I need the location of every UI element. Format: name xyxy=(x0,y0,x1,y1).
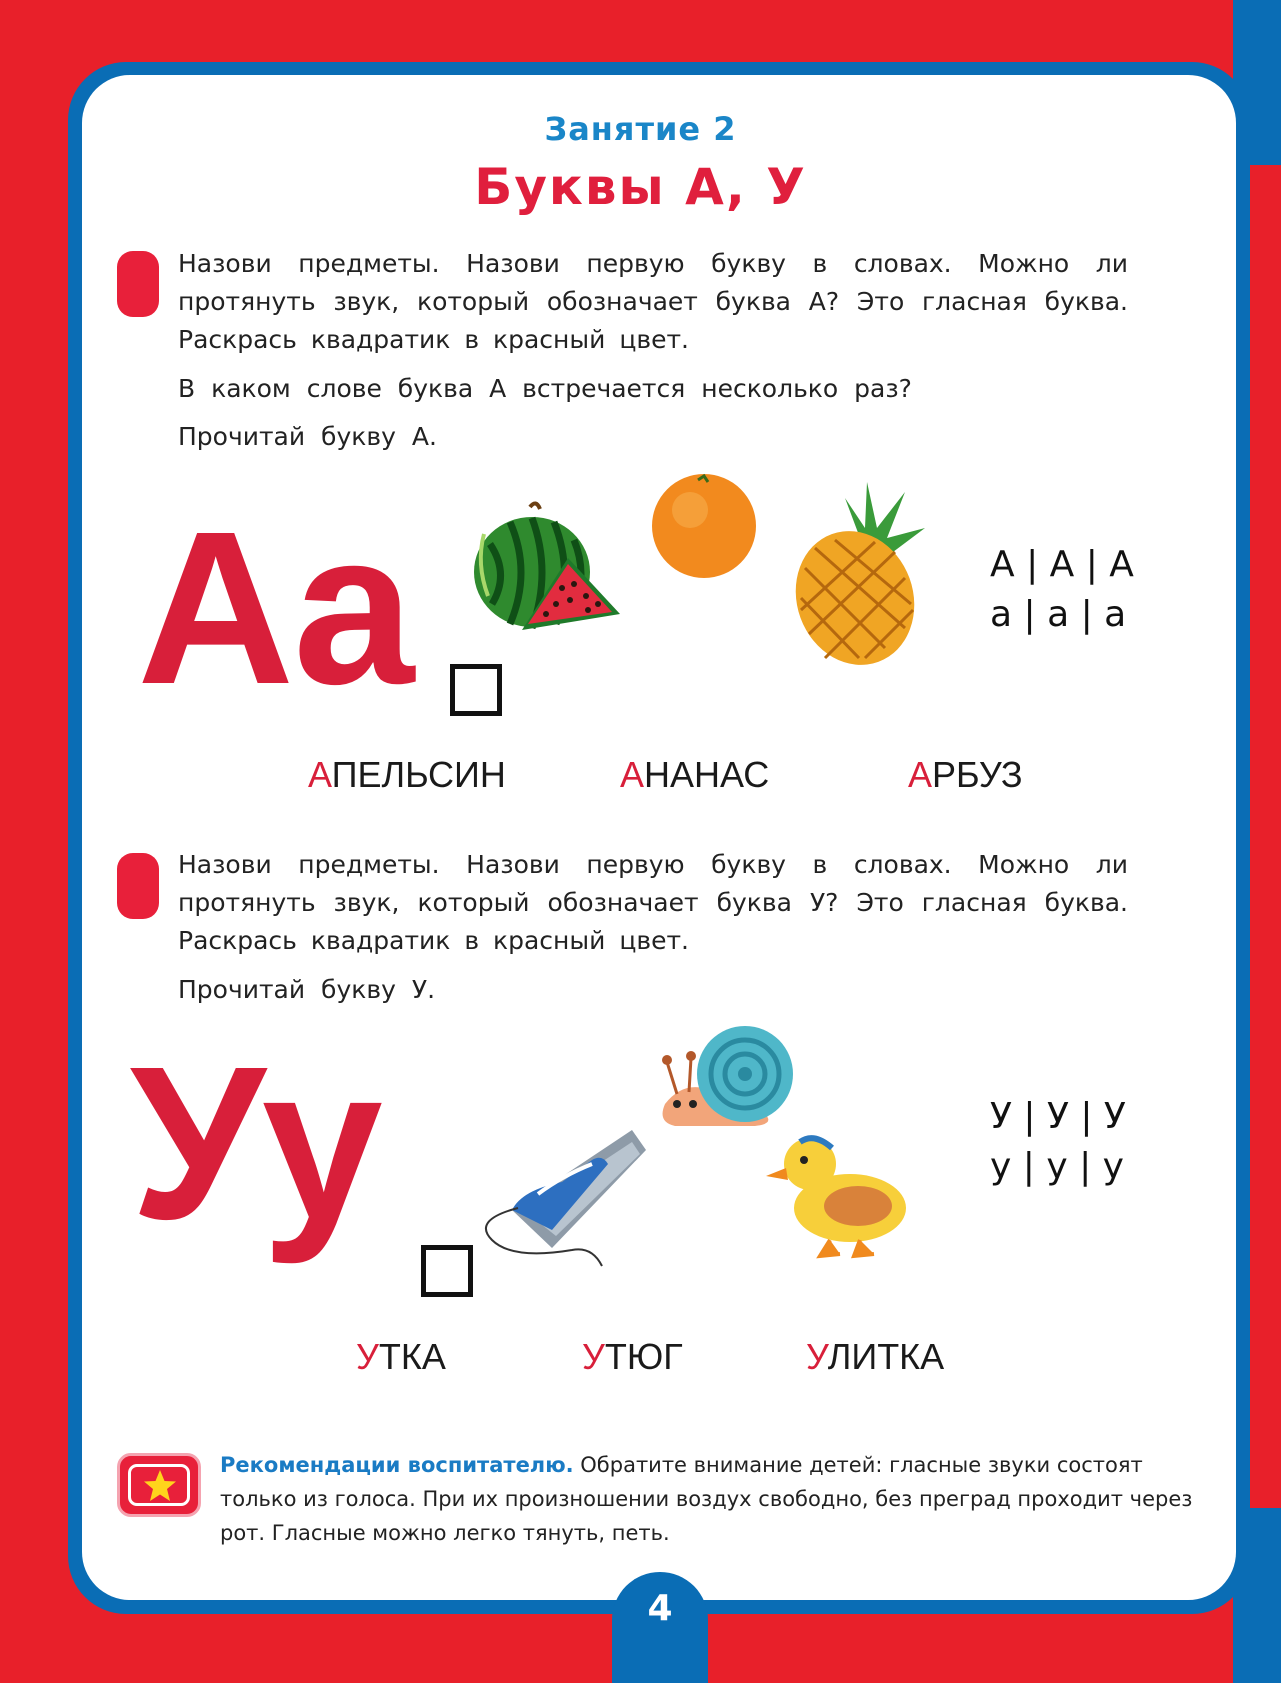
task2-instructions: Назови предметы. Назови первую букву в словах. Можно ли протянуть звук, который обозначает буква У? Это гласная буква. Раскрась квадратик в красный цвет. xyxy=(178,850,1128,955)
page-title: Буквы А, У xyxy=(474,158,807,216)
word-ananas: АНАНАС xyxy=(620,754,770,795)
page-number: 4 xyxy=(647,1588,673,1629)
orange-image xyxy=(650,470,760,580)
task1-read: Прочитай букву А. xyxy=(178,422,437,451)
pattern-lower-a: а | а | а xyxy=(990,594,1127,635)
task-marker xyxy=(117,251,159,317)
star-icon xyxy=(142,1469,178,1503)
task2-read: Прочитай букву У. xyxy=(178,975,436,1004)
task1-question: В каком слове буква А встречается несколько раз? xyxy=(178,374,912,403)
pattern-lower-u: у | у | у xyxy=(990,1146,1124,1187)
frame-tab-bottom xyxy=(1233,1508,1281,1683)
recommendation-label: Рекомендации воспитателю. xyxy=(220,1453,574,1477)
recommendation-badge xyxy=(117,1453,201,1517)
big-letters-u: Уу xyxy=(130,1022,379,1265)
word-arbuz: АРБУЗ xyxy=(908,754,1023,795)
pineapple-image xyxy=(775,478,935,668)
recommendation-text: Рекомендации воспитателю. Обратите внимание детей: гласные звуки состоят только из голоса. При их произношении воздух свободно, без преград проходит через рот. Гласные можно легко тянуть, петь. xyxy=(220,1453,1193,1545)
task-marker xyxy=(117,853,159,919)
color-checkbox-u[interactable] xyxy=(421,1245,473,1297)
word-apelsin: АПЕЛЬСИН xyxy=(308,754,506,795)
snail-image xyxy=(655,1018,795,1133)
task1-instructions: Назови предметы. Назови первую букву в словах. Можно ли протянуть звук, который обозначает буква А? Это гласная буква. Раскрась квадратик в красный цвет. xyxy=(178,249,1128,354)
pattern-upper-a: А | А | А xyxy=(990,544,1134,585)
word-ulitka: УЛИТКА xyxy=(806,1336,945,1377)
duck-image xyxy=(770,1130,910,1260)
color-checkbox-a[interactable] xyxy=(450,664,502,716)
word-utyug: УТЮГ xyxy=(582,1336,683,1377)
word-utka: УТКА xyxy=(356,1336,446,1377)
big-letters-a: Аа xyxy=(137,487,411,730)
pattern-upper-u: У | У | У xyxy=(990,1096,1126,1137)
watermelon-image xyxy=(470,504,630,644)
page-number-tab xyxy=(612,1572,708,1683)
lesson-label: Занятие 2 xyxy=(544,110,737,148)
iron-image xyxy=(482,1120,652,1270)
